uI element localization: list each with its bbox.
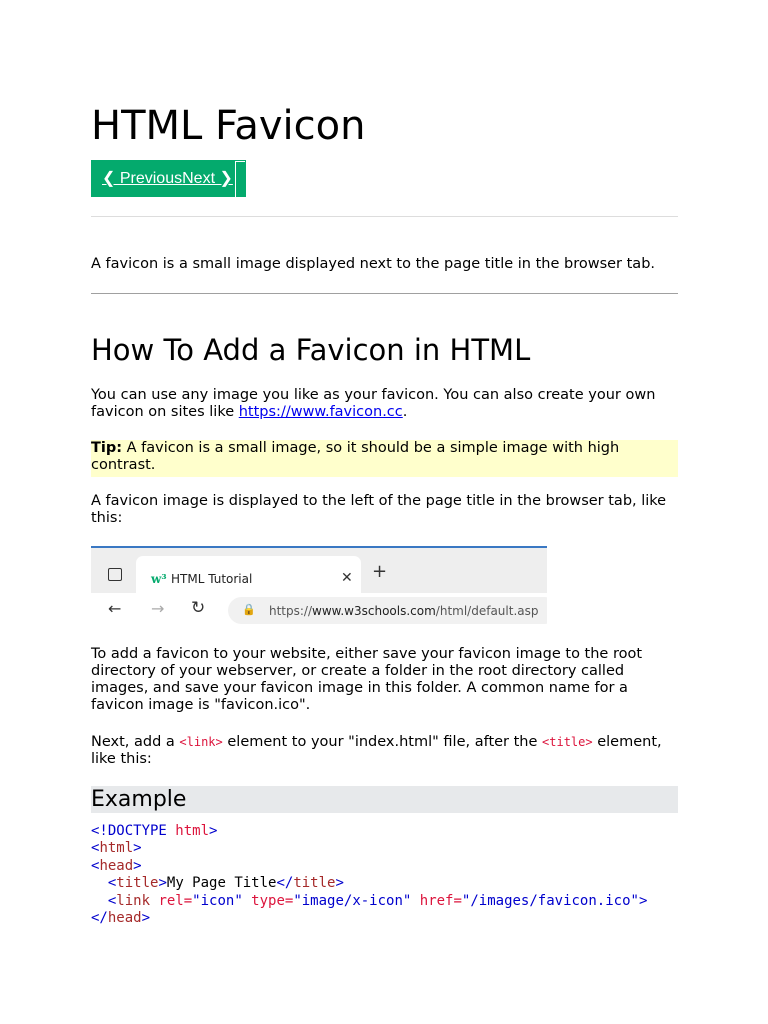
code-punct: > — [335, 875, 344, 892]
code-punct: > — [133, 857, 142, 874]
code-punct: < — [107, 892, 117, 909]
code-attr: href= — [411, 892, 462, 909]
back-arrow-icon: ← — [108, 599, 122, 618]
lock-icon: 🔒 — [242, 603, 256, 616]
code-attr: type= — [242, 892, 294, 909]
code-tag: title — [293, 875, 336, 892]
url-path: /html/default.asp — [435, 604, 539, 618]
paragraph-5-b: element to your "index.html" file, after the — [222, 734, 543, 750]
reload-icon: ↻ — [191, 598, 206, 618]
plus-icon: + — [372, 561, 388, 582]
prev-next-nav — [91, 160, 246, 197]
tip-text: A favicon is a small image, so it should be a simple image with high contrast. — [91, 440, 620, 473]
close-icon: ✕ — [341, 570, 353, 586]
code-punct: > — [158, 875, 167, 892]
paragraph-1-text: You can use any image you like as your favicon. You can also create your own favicon on sites like — [91, 387, 656, 420]
tip-label: Tip: — [91, 440, 123, 456]
example-header — [91, 786, 678, 813]
paragraph-1-end: . — [402, 404, 408, 420]
paragraph-5 — [91, 734, 678, 768]
code-value: "image/x-icon" — [293, 892, 412, 909]
screenshot-address-row — [91, 593, 547, 627]
code-tag: link — [116, 892, 151, 909]
previous-button[interactable]: ❮ Previous — [102, 170, 183, 187]
paragraph-5-a: Next, add a — [91, 734, 180, 750]
link-code: <link> — [179, 735, 223, 749]
prev-next-links — [102, 170, 233, 188]
window-icon — [108, 568, 122, 581]
intro-text: A favicon is a small image displayed next to the page title in the browser tab. — [91, 256, 656, 272]
code-punct: </ — [91, 910, 108, 927]
code-tag: html — [99, 840, 134, 857]
title-code: <title> — [542, 735, 593, 749]
code-punct: </ — [276, 875, 294, 892]
paragraph-4: To add a favicon to your website, either save your favicon image to the root directory of your webserver, or create a folder in the root directory called images, and save your favicon image in this folder. A common name for a favicon image is "favicon.ico". — [91, 646, 643, 713]
url-prefix: https:// — [269, 604, 313, 618]
code-punct: < — [91, 840, 100, 857]
screenshot-url — [269, 604, 538, 618]
screenshot-tab-row — [91, 548, 547, 593]
code-attr: rel= — [150, 892, 193, 909]
paragraph-5-c: element, like this: — [91, 734, 662, 767]
next-button[interactable]: Next ❯ — [182, 170, 233, 187]
divider — [91, 293, 678, 294]
url-domain: www.w3schools.com — [312, 604, 436, 618]
code-punct: < — [91, 857, 100, 874]
code-text: My Page Title — [166, 875, 277, 892]
code-punct: <!DOCTYPE — [91, 823, 176, 839]
divider — [91, 216, 678, 217]
code-value: "icon" — [192, 892, 243, 909]
code-example — [91, 823, 647, 927]
code-tag: title — [116, 875, 159, 892]
section-heading: How To Add a Favicon in HTML — [91, 333, 531, 367]
code-tag: head — [99, 857, 134, 874]
code-tag: html — [175, 823, 210, 839]
paragraph-1 — [91, 387, 678, 421]
code-punct: > — [141, 910, 151, 927]
paragraph-3: A favicon image is displayed to the left of the page title in the browser tab, like this: — [91, 493, 667, 526]
screenshot-tab-label: HTML Tutorial — [171, 572, 253, 586]
screenshot-address-bar — [228, 597, 547, 624]
code-value: "/images/favicon.ico" — [461, 892, 639, 909]
code-punct: > — [638, 892, 648, 909]
code-punct: > — [209, 823, 218, 839]
screenshot-tab — [136, 556, 361, 593]
example-heading: Example — [91, 787, 187, 812]
browser-tab-screenshot — [91, 546, 547, 627]
favicon-cc-link[interactable]: https://www.favicon.cc — [238, 404, 403, 420]
page-title: HTML Favicon — [91, 103, 366, 149]
forward-arrow-icon: → — [151, 599, 165, 618]
tip-box — [91, 440, 678, 477]
code-tag: head — [107, 910, 142, 927]
code-indent — [91, 875, 108, 891]
next-button-border — [235, 161, 245, 198]
code-punct: < — [107, 875, 117, 892]
code-indent — [91, 893, 108, 909]
code-punct: > — [133, 840, 142, 857]
w3schools-favicon-icon: w³ — [151, 572, 167, 586]
